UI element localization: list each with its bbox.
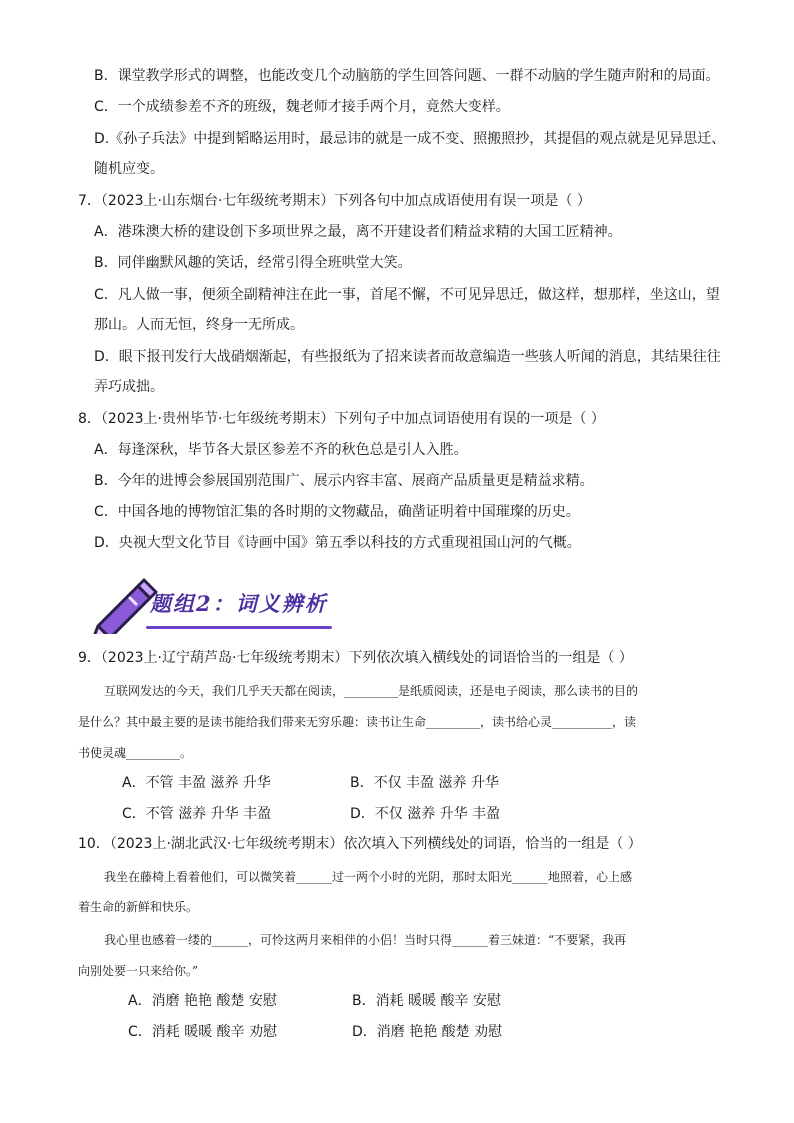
q7-option-b: B．同伴幽默风趣的笑话，经常引得全班哄堂大笑。 [94,255,412,271]
q7-stem: 7．（2023上·山东烟台·七年级统考期末）下列各句中加点成语使用有误一项是（ ） [78,193,591,209]
q6-option-d-line2: 随机应变。 [94,161,164,177]
q10-option-b: B．消耗 暖暖 酸辛 安慰 [352,993,501,1009]
q9-stem: 9．（2023上·辽宁葫芦岛·七年级统考期末）下列依次填入横线处的词语恰当的一组是（ ） [78,650,633,666]
q6-option-d-line1: D.《孙子兵法》中提到韬略运用时，最忌讳的就是一成不变、照搬照抄，其提倡的观点就是见异思迁、 [94,131,726,147]
q10-option-c: C．消耗 暖暖 酸辛 劝慰 [128,1024,278,1040]
q8-option-c: C．中国各地的博物馆汇集的各时期的文物藏品，确凿证明着中国璀璨的历史。 [94,504,580,520]
q6-option-c: C．一个成绩参差不齐的班级，魏老师才接手两个月，竟然大变样。 [94,99,510,115]
q7-option-c-line2: 那山。人而无恒，终身一无所成。 [94,317,304,333]
q7-option-a: A．港珠澳大桥的建设创下多项世界之最，离不开建设者们精益求精的大国工匠精神。 [94,224,622,240]
q7-option-d-line2: 弄巧成拙。 [94,379,164,395]
q8-option-b: B．今年的进博会参展国别范围广、展示内容丰富、展商产品质量更是精益求精。 [94,473,594,489]
q7-option-d-line1: D．眼下报刊发行大战硝烟渐起，有些报纸为了招来读者而故意编造一些骇人听闻的消息，其结果往往 [94,349,721,365]
q7-option-c-line1: C．凡人做一事，便须全副精神注在此一事，首尾不懈，不可见异思迁，做这样，想那样，坐这山，望 [94,287,720,303]
q9-option-c: C．不管 滋养 升华 丰盈 [122,806,272,822]
q10-passage-line3: 我心里也感着一缕的______，可怜这两月来相伴的小侣！当时只得______着三妹道：“不要紧，我再 [104,933,627,947]
q9-option-a: A．不管 丰盈 滋养 升华 [122,775,271,791]
q8-stem: 8．（2023上·贵州毕节·七年级统考期末）下列句子中加点词语使用有误的一项是（ ） [78,411,605,427]
section-underline [146,626,332,629]
section-title: 题组2：词义辨析 [150,591,328,616]
q9-passage-line3: 书使灵魂_________。 [78,746,193,760]
q10-passage-line4: 向别处要一只来给你。” [78,964,199,978]
q8-option-d: D．央视大型文化节目《诗画中国》第五季以科技的方式重现祖国山河的气概。 [94,535,581,551]
q9-passage-line2: 是什么？其中最主要的是读书能给我们带来无穷乐趣：读书让生命_________，读书给心灵__________，读 [78,715,637,729]
q10-option-d: D．消磨 艳艳 酸楚 劝慰 [352,1024,503,1040]
q10-stem: 10．（2023上·湖北武汉·七年级统考期末）依次填入下列横线处的词语，恰当的一组是（ ） [78,836,642,852]
q9-option-d: D．不仅 滋养 升华 丰盈 [350,806,501,822]
q10-passage-line1: 我坐在藤椅上看着他们，可以微笑着______过一两个小时的光阴，那时太阳光______地照着，心上感 [104,870,633,884]
q9-option-b: B．不仅 丰盈 滋养 升华 [350,775,499,791]
q9-passage-line1: 互联网发达的今天，我们几乎天天都在阅读，_________是纸质阅读，还是电子阅读，那么读书的目的 [104,684,639,698]
q10-option-a: A．消磨 艳艳 酸楚 安慰 [128,993,277,1009]
q8-option-a: A．每逢深秋，毕节各大景区参差不齐的秋色总是引人入胜。 [94,442,468,458]
q10-passage-line2: 着生命的新鲜和快乐。 [78,900,199,914]
q6-option-b: B．课堂教学形式的调整，也能改变几个动脑筋的学生回答问题、一群不动脑的学生随声附和的局面。 [94,68,720,84]
